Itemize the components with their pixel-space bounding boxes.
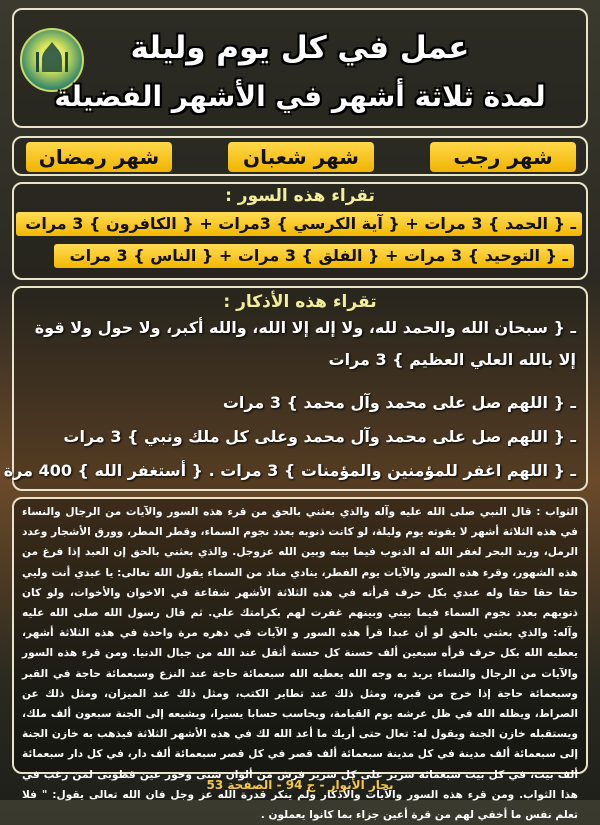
- page-subtitle: لمدة ثلاثة أشهر في الأشهر الفضيلة: [54, 80, 546, 113]
- dhikr-2: ـ { اللهم صل على محمد وآل محمد } 3 مرات: [222, 393, 576, 412]
- page-title: عمل في كل يوم وليلة: [130, 30, 470, 66]
- suras-line-1: ـ { الحمد } 3 مرات + { آية الكرسي } 3مرات + { الكافرون } 3 مرات: [16, 212, 582, 236]
- source-citation: بحار الأنوار - ج 94 - الصفحة 53: [206, 778, 394, 792]
- month-ramadan: شهر رمضان: [26, 142, 172, 172]
- reward-paragraph: الثواب : قال النبي صلى الله عليه وآله والذي بعثني بالحق من قرء هذه السور والآيات من الرجال والنساء في هذه الثلاثة أشهر لا يفوته يوم وليلة، لو كانت ذنوبه بعدد نجوم السماء، وقطر المطر، وورق الأشجار وعدد الرمل، وزبد البحر لغفر الله له الذنوب فيما بينه وبين الله عزوجل. والذي بعثني بالحق إن العبد إذا فرغ من هذه الشهور، وقرء هذه السور والآيات يوم الفطر، ينادي مناد من السماء يقول الله تعالى: يا عبدي أنت وليي حقا حقا حقا وله عندي بكل حرف قرأته في هذه الثلاثة الأشهر شفاعة في الاخوان والأخوات، ولو كان ذنوبهم بعدد نجوم السماء فيما بيني وبينهم غفرت لهم بكرامتك علي. ثم قال رسول الله صلى الله عليه وآله: والذي بعثني بالحق لو أن عبدا قرأ هذه السور و الآيات في دهره مرة واحدة في هذه الثلاثة أشهر، يعطيه الله بكل حرف قرأه سبعين ألف حسنة كل حسنة أثقل عند الله من جبال الدنيا. ومن قرء هذه السور والآيات من الرجال والنساء يريد به وجه الله يعطيه الله سبعمائة حاجة عند النزع وسبعمائة حاجة في القبر وسبعمائة حاجة إذا خرج من قبره، ومثل ذلك عند تطاير الكتب، ومثل ذلك عند الميزان، ومثل ذلك عن الصراط، ويظله الله في ظل عرشه يوم القيامة، ويحاسب حسابا يسيرا، ويشيعه إلى الجنة سبعون ألف ملك، ويستقبله خازن الجنة ويقول له: تعال حتى أريك ما أعد الله لك في هذه الأشهر الثلاثة فيذهب به خازن الجنة إلى سبعمائة ألف مدينة في كل مدينة سبعمائة ألف قصر في كل قصر سبعمائة ألف دار، في كل دار سبعمائة ألف بيت، في كل بيت سبعمائة سرير على كل سرير فرش من ألوان شتى وحور عين قطوبى لمن رغب في هذا الثواب. ومن قرء هذه السور والآيات والأذكار ولم ينكر قدرة الله عز وجل فان الله تعالى يقول: " فلا تعلم نفس ما أخفي لهم من قرة أعين جزاء بما كانوا يعملون .: [22, 506, 578, 822]
- dhikr-1-part-2: إلا بالله العلي العظيم } 3 مرات: [328, 350, 576, 369]
- month-shaban: شهر شعبان: [228, 142, 374, 172]
- month-rajab: شهر رجب: [430, 142, 576, 172]
- dhikr-4: ـ { اللهم اغفر للمؤمنين والمؤمنات } 3 مرات . { أستغفر الله } 400 مرة: [3, 461, 576, 480]
- dhikr-1-part-1: ـ { سبحان الله والحمد لله، ولا إله إلا الله، والله أكبر، ولا حول ولا قوة: [34, 318, 576, 337]
- suras-line-2: ـ { التوحيد } 3 مرات + { الفلق } 3 مرات + { الناس } 3 مرات: [54, 244, 574, 268]
- suras-heading: تقراء هذه السور :: [225, 186, 375, 206]
- dhikr-3: ـ { اللهم صل على محمد وآل محمد وعلى كل ملك ونبي } 3 مرات: [63, 427, 576, 446]
- adhkar-heading: تقراء هذه الأذكار :: [223, 292, 377, 312]
